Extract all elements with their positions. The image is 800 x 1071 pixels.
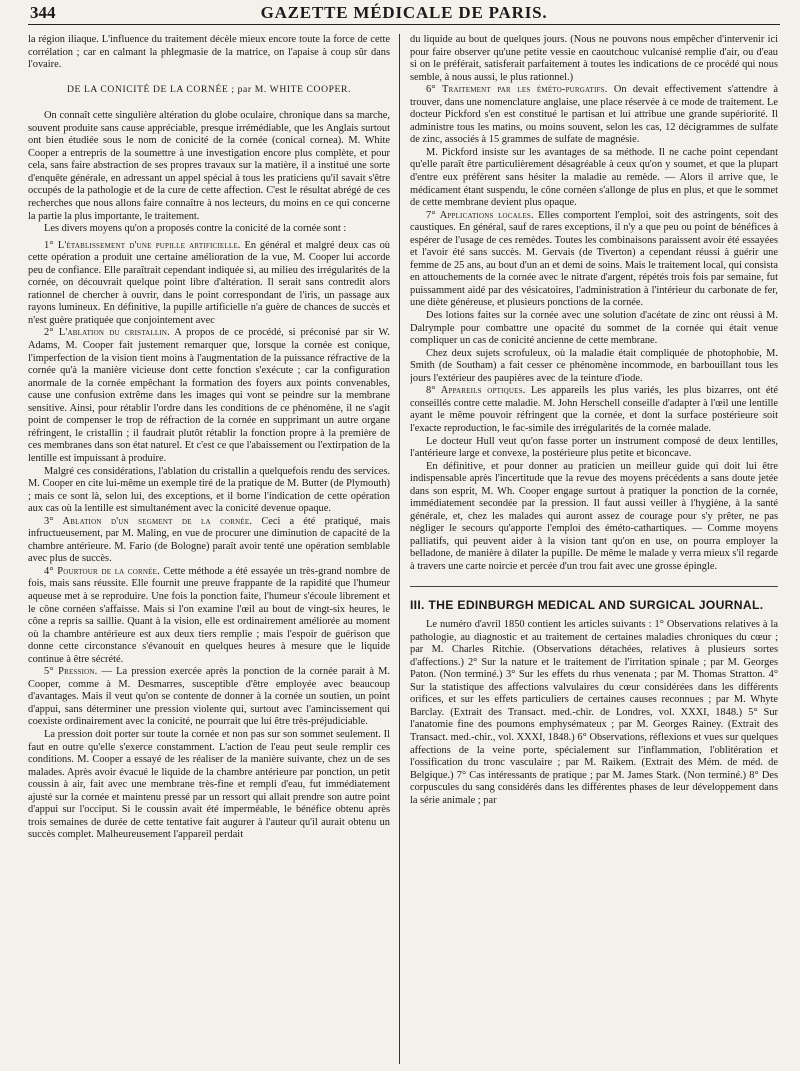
paragraph bbox=[28, 327, 390, 465]
paragraph: On connaît cette singulière altération du globe oculaire, chronique dans sa marche, souvent produite sans cause appréciable, presque irrémédiable, que les Anglais surtout ont bien étudiée sous le nom de conicité de la cornée (conical cornea). M. White Cooper a entrepris de la soumettre à une investigation encore plus complète, et pour cela, sans faire abstraction de ses propres travaux sur la matière, il a institué une sorte d'enquête générale, en adressant un appel spécial à tous les praticiens qu'il savait s'être occupés de la pathologie et de la cure de cette affection. C'est le résultat abrégé de ces recherches que nous allons faire connaître à nos lecteurs, du moins en ce qui concerne la partie la plus importante, le traitement. bbox=[28, 110, 390, 222]
paragraph-text: A propos de ce procédé, si préconisé par sir W. Adams, M. Cooper fait justement remarquer que, lorsque la cornée est conique, l'imperfection de la vision tient moins à l'augmentation de la puissance réfractive de la cornée qu'à la manière vicieuse dont cette fonction s'exécute ; car la configuration anormale de la cornée empêchant la formation des foyers aux points convenables, cause une confusion extrême dans les images qui vont se peindre sur la membrane sensitive. Ainsi, pour rétablir l'ordre dans les conditions de ce phénomène, il ne s'agit point de compenser le trop de réfraction de la cornée en supprimant un autre organe réfringent, le cristallin ; il faudrait plutôt rétablir la fonction propre à la première de ces membranes dans son état naturel. Et c'est ce que l'abaissement ou l'extirpation de la lentille est impuissant à produire. bbox=[28, 327, 390, 464]
section-rule bbox=[410, 586, 778, 587]
paragraph-text: On devait effectivement s'attendre à trouver, dans une nomenclature anglaise, une place réservée à ce mode de traitement. Le docteur Pickford s'en est constitué le partisan et lui attribue une grande supériorité. Il administre tous les matins, ou moins souvent, selon les cas, 12 décigrammes de sulfate de zinc, associés à 15 grammes de sulfate de magnésie. bbox=[410, 84, 778, 146]
paragraph bbox=[410, 385, 778, 435]
paragraph: En définitive, et pour donner au praticien un meilleur guide qui doit lui être indispensable après l'incertitude que la revue des moyens précédents a sans doute jetée dans son esprit, M. Wh. Cooper engage surtout à pratiquer la ponction de la cornée, immédiatement secondée par la pression. Il faut aussi veiller à l'hygiène, à la santé générale, et, chez les malades qui auront assez de courage pour s'y prêter, ne pas négliger le secours qu'apporte l'emploi des éméto-cathartiques. — Comme moyens palliatifs, qui peuvent aider à la vision tant qu'on en use, on pourra employer la belladone, de manière à dilater la pupille. De même le malade y verra mieux s'il regarde à travers une carte noircie et percée d'un trou fait avec une grosse épingle. bbox=[410, 460, 778, 572]
paragraph bbox=[410, 84, 778, 147]
intro-paragraph: la région iliaque. L'influence du traitement décèle mieux encore toute la force de cette corrélation ; car en calmant la phlegmasie de la matrice, on l'apaise à coup sûr dans l'ovaire. bbox=[28, 34, 390, 71]
paragraph bbox=[28, 240, 390, 328]
paragraph: La pression doit porter sur toute la cornée et non pas sur son sommet seulement. Il faut en outre qu'elle s'exerce constamment. L'action de l'eau peut seule remplir ces conditions. M. Cooper a essayé de les réaliser de la manière suivante, chez un de ses malades. Après avoir évacué le liquide de la chambre antérieure par ponction, un petit coussin à air, fait avec une membrane très-fine et rempli d'eau, fut immédiatement ajusté sur la cornée et maintenu pressé par un ressort qui allait prendre son autre point d'appui sur l'occiput. Si le coussin avait été imperméable, le bénéfice obtenu après trois semaines de durée de cette tentative fait augurer à l'auteur qu'il aurait obtenu un succès complet. Malheureusement l'appareil perdait bbox=[28, 728, 390, 841]
paragraph-text: — La pression exercée après la ponction de la cornée parait à M. Cooper, comme à M. Desmarres, susceptible d'être employée avec beaucoup d'avantages. Mais il veut qu'on se contente de donner à la cornée un soutien, un point d'appui, sans déterminer une pression violente qui, surtout avec l'amincissement qui coexiste ordinairement avec la conicité, ne pourrait que lui être très-préjudiciable. bbox=[28, 666, 390, 728]
section-title: DE LA CONICITÉ DE LA CORNÉE ; par M. WHITE COOPER. bbox=[66, 83, 352, 95]
paragraph-label: 8° Appareils optiques. bbox=[426, 385, 526, 397]
paragraph-label: 7° Applications locales. bbox=[426, 209, 534, 221]
paragraph: Chez deux sujets scrofuleux, où la maladie était compliquée de photophobie, M. Smith (de Southam) a fait cesser ce phénomène incommode, en barbouillant tous les jours l'extérieur des paupières avec de la teinture d'iode. bbox=[410, 347, 778, 384]
right-column bbox=[410, 34, 778, 1067]
paragraph-label: 1° L'établissement d'une pupille artificielle. bbox=[44, 239, 241, 251]
paragraph bbox=[28, 666, 390, 729]
section-heading: III. THE EDINBURGH MEDICAL AND SURGICAL JOURNAL. bbox=[410, 597, 764, 612]
paragraph: du liquide au bout de quelques jours. (Nous ne pouvons nous empêcher d'intervenir ici pour faire observer qu'une petite vessie en caoutchouc vulcanisé remplie d'air, ou d'eau si on le préférait, satisferait parfaitement à toutes les indications de ce procédé qui nous semble, à nous aussi, le plus rationnel.) bbox=[410, 34, 778, 83]
paragraph-text: Ceci a été pratiqué, mais infructueusement, par M. Maling, en vue de procurer une diminution de capacité de la chambre antérieure. M. Fario (de Bologne) paraît avoir tenté une opération semblable avec plus de succès. bbox=[28, 515, 390, 565]
journal-title: GAZETTE MÉDICALE DE PARIS. bbox=[260, 3, 548, 22]
paragraph bbox=[28, 516, 390, 566]
paragraph-label: 5° Pression. bbox=[44, 666, 98, 678]
page-number: 344 bbox=[30, 3, 56, 22]
paragraph: Des lotions faites sur la cornée avec une solution d'acétate de zinc ont réussi à M. Dalrymple pour combattre une opacité du sommet de la cornée qui était venue compliquer un cas de conicité ancienne de cette membrane. bbox=[410, 310, 778, 347]
paragraph bbox=[28, 566, 390, 666]
paragraph-label: 6° Traitement par les éméto-purgatifs. bbox=[426, 84, 608, 96]
paragraph: Le numéro d'avril 1850 contient les articles suivants : 1° Observations relatives à la pathologie, au diagnostic et au traitement de certaines maladies chroniques du cœur ; par M. Charles Ritchie. (Observations détachées, relatives à plusieurs sortes d'affections.) 2° Sur la nature et le traitement de l'irritation spinale ; par M. Georges Paton. (Non terminé.) 3° Sur les effets du rhus venenata ; par M. Thomas Stratton. 4° Sur la statistique des affections valvulaires du cœur considérées dans les différents orifices, et sur les effets particuliers de certaines causes reconnues ; par M. Whyte Barclay. (Extrait des Transact. med.-chir. de Londres, vol. XXXI, 1848.) 5° Sur l'anatomie fine des poumons emphysémateux ; par M. Georges Rainey. (Extrait des Transact. med.-chir., vol. XXXI, 1848.) 6° Observations, réflexions et vues sur quelques affections de la veine porte, spécialement sur l'inflammation, l'oblitération et l'ossification du tronc vasculaire ; par M. Raikem. (Extrait des Mém. de méd. de Belgique.) 7° Cas intéressants de pratique ; par M. James Stark. (Non terminé.) 8° Des corpuscules du sang considérés dans les différentes phases de leur développement dans la série animale ; par bbox=[410, 619, 778, 806]
paragraph: Malgré ces considérations, l'ablation du cristallin a quelquefois rendu des services. M. Cooper en cite lui-même un exemple tiré de la pratique de M. Butter (de Plymouth) ; mais ce sont là, selon lui, des exceptions, et il borne l'indication de cette opération aux cas où la lentille est simultanément avec la conicité devenue opaque. bbox=[28, 465, 390, 515]
paragraph bbox=[410, 210, 778, 310]
paragraph-label: 3° Ablation d'un segment de la cornée. bbox=[44, 515, 253, 527]
paragraph-text: En général et malgré deux cas où cette opération a produit une certaine amélioration de la vue, M. Cooper lui accorde peu de confiance. Elle paraîtrait cependant indiquée si, au milieu des irrégularités de la cornée, on découvrait quelque point libre d'altération. Il serait sans contredit alors rationnel de chercher à ouvrir, dans le point correspondant de l'iris, un passage aux rayons lumineux. En définitive, la pupille artificielle n'a guère de chances de succès et n'est guère pratiquée que conjointement avec bbox=[28, 239, 390, 326]
page-header bbox=[28, 2, 780, 25]
paragraph: M. Pickford insiste sur les avantages de sa méthode. Il ne cache point cependant qu'elle paraît être particulièrement désagréable à ceux qu'on y soumet, et que la plupart d'entre eux préfèrent sans hésiter la maladie au remède. — Alors il arrive que, le médicament étant suspendu, le cône cornéen s'allonge de plus en plus, et que le sommet de cette membrane devient plus opaque. bbox=[410, 146, 778, 209]
paragraph-text: Les appareils les plus variés, les plus bizarres, ont été conseillés contre cette maladie. M. John Herschell conseille d'adapter à l'œil une lentille ayant le même pouvoir réfringent que la cornée, et dont la surface postérieure soit l'exacte reproduction, le fac-simile des irrégularités de la cornée malade. bbox=[410, 385, 778, 434]
paragraph-label: 4° Pourtour de la cornée. bbox=[44, 565, 160, 577]
paragraph-text: Cette méthode a été essayée un très-grand nombre de fois, mais sans réussite. Elle fournit une preuve frappante de la rapidité que l'humeur aqueuse met à se reproduire. Une fois la ponction faite, l'humeur s'écoule librement et le cône cornéen s'affaisse. Mais si l'on examine l'œil au bout de vingt-six heures, le cône a repris sa saillie. Quant à la vision, elle est ordinairement améliorée au moment où la chambre antérieure est aux deux tiers remplie ; mais l'espoir de guérison que donne cette circonstance s'évanouit en quelques heures à mesure que le liquide continue à être sécrété. bbox=[28, 565, 390, 665]
paragraph: Le docteur Hull veut qu'on fasse porter un instrument composé de deux lentilles, l'antérieure large et convexe, la postérieure plus petite et biconcave. bbox=[410, 435, 778, 460]
paragraph: Les divers moyens qu'on a proposés contre la conicité de la cornée sont : bbox=[44, 223, 347, 235]
left-column bbox=[28, 34, 390, 1067]
paragraph-label: 2° L'ablation du cristallin. bbox=[44, 327, 170, 339]
paragraph-text: Elles comportent l'emploi, soit des astringents, soit des caustiques. En général, sauf de rares exceptions, il n'y a que peu ou point de bénéfices à espérer de l'usage de ces remèdes. Toutes les combinaisons paraissent avoir été essayées et l'avoir été sans succès. M. Gervais (de Tiverton) a cependant réussi à guérir une femme de 25 ans, au bout d'un an et demi de soins. Mais le traitement local, qui consista en attouchements de la cornée avec le nitrate d'argent, répétés trois fois par semaine, fut puissamment aidé par des vésicatoires, l'administration à l'intérieur du carbonate de fer, une diète généreuse, et plusieurs ponctions de la cornée. bbox=[410, 209, 778, 309]
column-divider bbox=[399, 34, 400, 1064]
